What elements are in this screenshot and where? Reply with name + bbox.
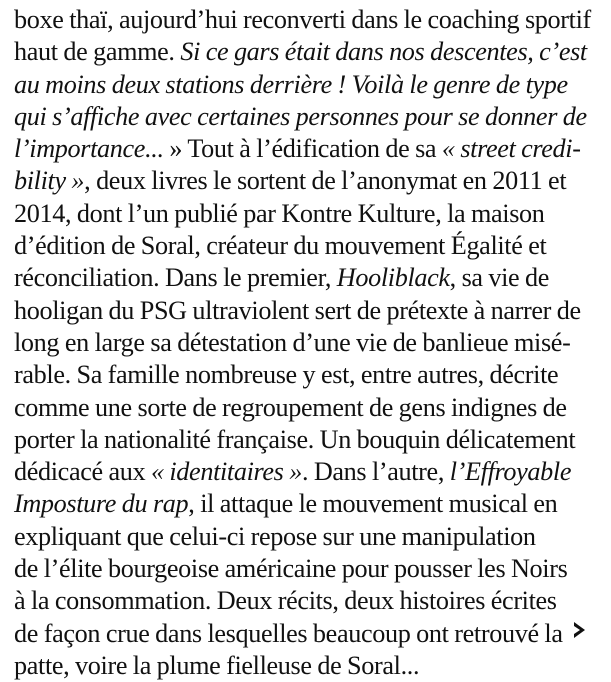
text-run: patte, voire la plume fielleuse de Soral... <box>14 650 420 680</box>
text-line <box>14 424 597 456</box>
italic-text-run: qui s’affiche avec certaines personnes pour se donner de <box>14 101 587 131</box>
text-line <box>14 69 597 101</box>
text-run: dédicacé aux <box>14 457 151 487</box>
text-run: 2014, dont l’un publié par Kontre Kulture, la maison <box>14 198 545 228</box>
text-line <box>14 101 597 133</box>
italic-text-run: Hooliblack <box>336 263 450 293</box>
italic-text-run: « street credi- <box>441 134 581 164</box>
text-line <box>14 133 597 165</box>
text-run: comme une sorte de regroupement de gens indignes de <box>14 392 567 422</box>
text-line <box>14 650 597 682</box>
text-line <box>14 36 597 68</box>
text-line <box>14 585 597 617</box>
chevron-right-icon[interactable] <box>569 619 591 641</box>
italic-text-run: « identitaires » <box>150 457 302 487</box>
text-run: expliquant que celui-ci repose sur une manipulation <box>14 521 536 551</box>
text-line <box>14 553 597 585</box>
text-run: boxe thaï, aujourd’hui reconverti dans le coaching sportif <box>14 5 591 34</box>
text-line <box>14 165 597 197</box>
text-line <box>14 392 597 424</box>
text-line <box>14 359 597 391</box>
italic-text-run: au moins deux stations derrière ! Voilà le genre de type <box>14 69 568 99</box>
text-run: réconciliation. Dans le premier, <box>14 263 337 293</box>
text-line <box>14 230 597 262</box>
text-run: d’édition de Soral, créateur du mouvement Égalité et <box>14 231 547 261</box>
text-line <box>14 262 597 294</box>
text-line <box>14 618 597 650</box>
text-run: haut de gamme. <box>14 37 181 67</box>
text-line <box>14 327 597 359</box>
text-run: hooligan du PSG ultraviolent sert de prétexte à narrer de <box>14 295 581 325</box>
text-run: porter la nationalité française. Un bouquin délicatement <box>14 424 576 454</box>
text-line <box>14 295 597 327</box>
text-line <box>14 198 597 230</box>
text-run: , il attaque le mouvement musical en <box>188 489 558 519</box>
text-run: , deux livres le sortent de l’anonymat en 2011 et <box>84 166 567 196</box>
text-run: » Tout à l’édification de sa <box>169 134 442 164</box>
italic-text-run: Imposture du rap <box>14 489 189 519</box>
italic-text-run: Si ce gars était dans nos descentes, c’est <box>180 37 587 67</box>
text-run: . Dans l’autre, <box>301 457 450 487</box>
article-body <box>14 4 597 682</box>
text-line <box>14 488 597 520</box>
text-line <box>14 4 597 36</box>
text-run: de façon crue dans lesquelles beaucoup ont retrouvé la <box>14 618 563 648</box>
text-run: , sa vie de <box>449 263 550 293</box>
text-line <box>14 456 597 488</box>
text-run: de l’élite bourgeoise américaine pour pousser les Noirs <box>14 554 568 584</box>
italic-text-run: l’Effroyable <box>449 457 572 487</box>
italic-text-run: l’importance... <box>14 134 170 164</box>
text-run: à la consommation. Deux récits, deux histoires écrites <box>14 586 557 616</box>
italic-text-run: bility » <box>14 166 85 196</box>
text-run: rable. Sa famille nombreuse y est, entre autres, décrite <box>14 360 559 390</box>
text-line <box>14 521 597 553</box>
text-run: long en large sa détestation d’une vie de banlieue misé- <box>14 327 571 357</box>
